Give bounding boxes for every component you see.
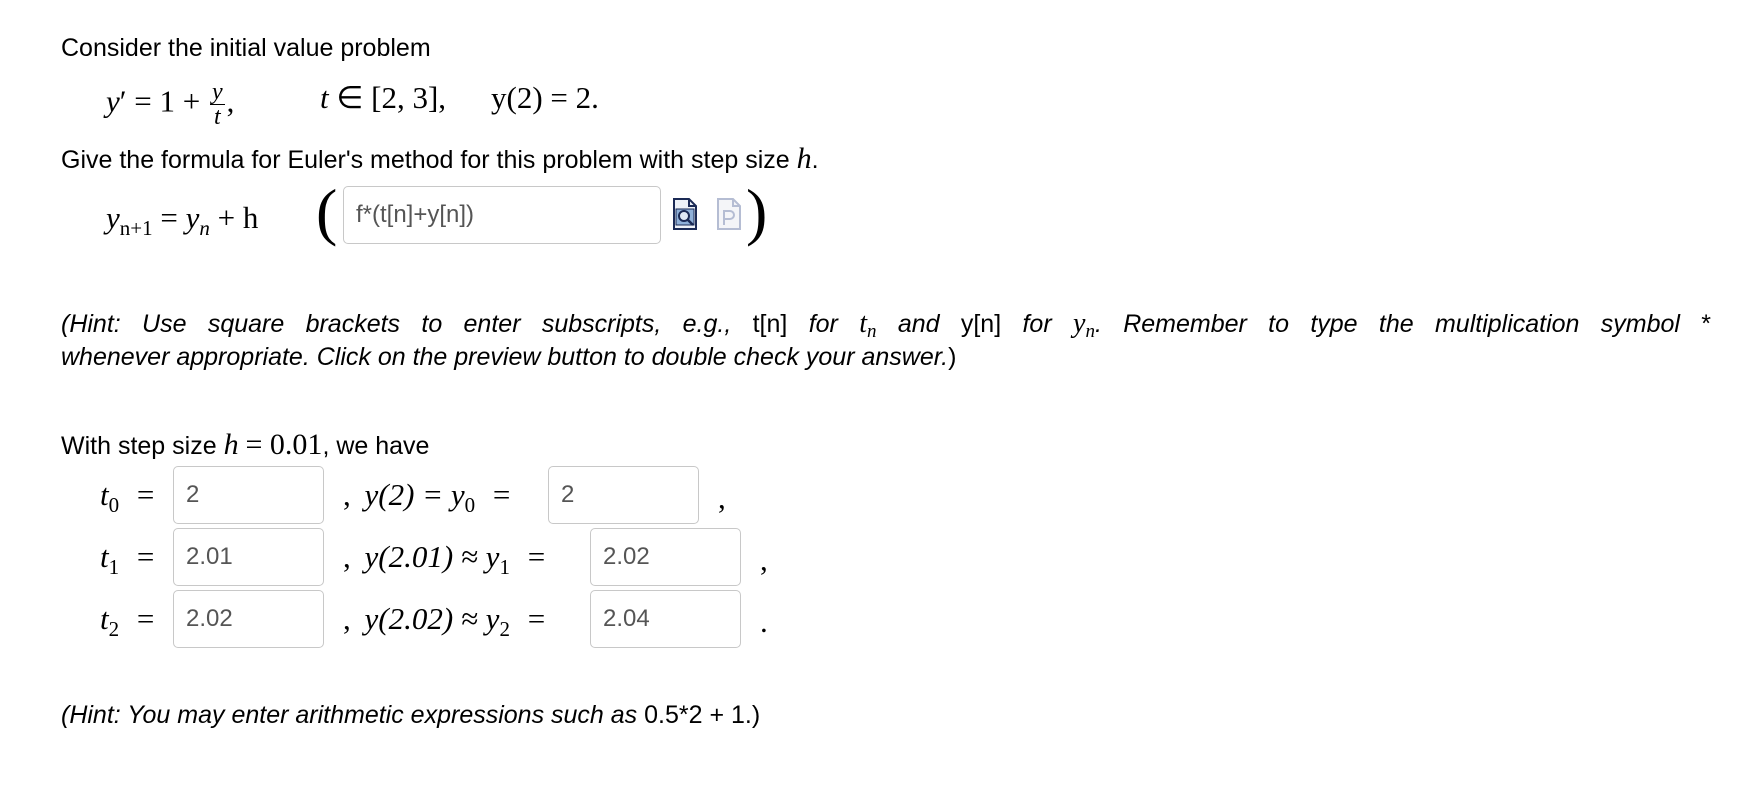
equation-editor-icon[interactable]	[716, 197, 742, 231]
euler-plus-h: + h	[217, 200, 259, 235]
hint2-example: 0.5*2 + 1	[644, 701, 745, 729]
euler-prompt-period: .	[811, 146, 819, 174]
ode-interval	[320, 80, 446, 116]
hint1-tn: tn	[859, 308, 877, 342]
row0-y-input[interactable]	[548, 466, 699, 524]
hint-arithmetic	[61, 701, 760, 730]
step-size-intro	[61, 428, 429, 462]
row2-y-input[interactable]	[590, 590, 741, 648]
hint1-close: )	[948, 343, 957, 371]
ode-eq: = 1 +	[134, 83, 201, 119]
step-h-value: = 0.01	[245, 428, 323, 461]
euler-formula	[106, 200, 259, 240]
step-intro-post: , we have	[322, 432, 430, 460]
row0-y-label: , $y(2) = y_0$ =	[343, 477, 511, 517]
frac-num: y	[212, 79, 223, 105]
hint1-yn: yn	[1073, 308, 1095, 342]
row2-end: .	[760, 604, 768, 639]
row0-t-label: $t_0$ =	[100, 477, 155, 517]
hint1-code-yn: y[n]	[960, 310, 1002, 338]
euler-lhs-y: y	[106, 200, 120, 235]
hint2-pre: (Hint: You may enter arithmetic expressions such as	[61, 701, 638, 729]
row1-end: ,	[760, 542, 768, 577]
euler-rhs-sub: n	[199, 216, 210, 240]
step-h: h	[223, 428, 239, 461]
ode-equation	[106, 80, 234, 129]
euler-rhs-y: y	[185, 200, 200, 235]
euler-open-paren: (	[316, 176, 338, 247]
preview-icon[interactable]	[672, 197, 698, 231]
hint1-for2: for	[1022, 310, 1052, 338]
ode-lhs: y	[106, 83, 120, 119]
euler-lhs-sub: n+1	[119, 216, 153, 240]
step-intro-pre: With step size	[61, 432, 217, 460]
row2-t-input[interactable]	[173, 590, 324, 648]
frac-den: t	[210, 104, 225, 129]
euler-formula-input[interactable]	[343, 186, 661, 244]
row1-y-input[interactable]	[590, 528, 741, 586]
row0-end: ,	[718, 480, 726, 515]
ode-prime: ′	[119, 83, 127, 119]
hint1-part1: (Hint: Use square brackets to enter subscripts, e.g.,	[61, 310, 732, 338]
row1-t-label: $t_1$ =	[100, 539, 155, 579]
row1-y-label: , $y(2.01) \approx y_1$ =	[343, 539, 546, 579]
euler-prompt	[61, 142, 819, 176]
hint1-line2: whenever appropriate. Click on the preview button to double check your answer.	[61, 343, 949, 371]
row1-t-input[interactable]	[173, 528, 324, 586]
row0-t-input[interactable]	[173, 466, 324, 524]
interval-t: t	[320, 80, 329, 115]
hint1-part2: . Remember to type the multiplication symbol	[1094, 310, 1680, 338]
ode-comma: ,	[226, 83, 235, 119]
euler-prompt-h: h	[796, 142, 812, 175]
euler-prompt-text: Give the formula for Euler's method for this problem with step size	[61, 146, 790, 174]
row2-y-label: , $y(2.02) \approx y_2$ =	[343, 601, 546, 641]
hint1-and: and	[897, 310, 940, 338]
interval-range: ∈ [2, 3],	[336, 80, 447, 115]
problem-intro: Consider the initial value problem	[61, 34, 431, 62]
euler-close-paren: )	[746, 176, 768, 247]
hint2-post: .)	[744, 701, 761, 729]
row2-t-label: $t_2$ =	[100, 601, 155, 641]
euler-eq: =	[160, 200, 178, 235]
hint1-for1: for	[808, 310, 838, 338]
hint-subscripts-line2	[61, 343, 956, 372]
hint1-code-tn: t[n]	[752, 310, 788, 338]
ode-fraction	[210, 80, 225, 129]
hint1-star: *	[1701, 310, 1712, 338]
hint-subscripts	[61, 303, 1711, 347]
initial-condition: y(2) = 2.	[491, 80, 599, 115]
